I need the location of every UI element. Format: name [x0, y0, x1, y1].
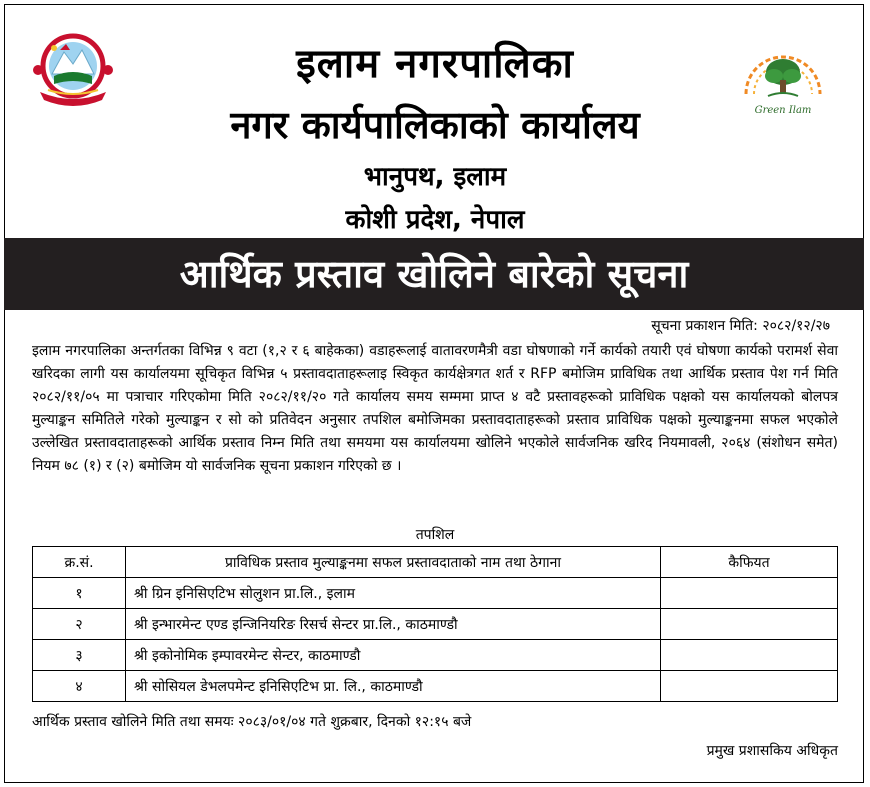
table-row [33, 671, 838, 702]
table-row [33, 609, 838, 640]
table-row [33, 640, 838, 671]
municipality-name: इलाम नगरपालिका [296, 41, 574, 87]
row-remarks [661, 640, 838, 671]
notice-title: आर्थिक प्रस्ताव खोलिने बारेको सूचना [179, 252, 689, 296]
office-address: भानुपथ, इलाम [363, 162, 507, 192]
header-remarks: कैफियत [661, 547, 838, 578]
row-bidder-name: श्री ग्रिन इनिसिएटिभ सोलुशन प्रा.लि., इलाम [126, 578, 661, 609]
row-bidder-name: श्री इकोनोमिक इम्पावरमेन्ट सेन्टर, काठमाण्डौ [126, 640, 661, 671]
table-row [33, 578, 838, 609]
header-bidder: प्राविधिक प्रस्ताव मुल्याङ्कनमा सफल प्रस्तावदाताको नाम तथा ठेगाना [126, 547, 661, 578]
notice-title-banner [4, 238, 864, 310]
row-remarks [661, 671, 838, 702]
table-caption: तपशिल [415, 527, 455, 543]
row-remarks [661, 578, 838, 609]
opening-date-time: आर्थिक प्रस्ताव खोलिने मिति तथा समयः २०८३/०१/०४ गते शुक्रबार, दिनको १२:१५ बजे [32, 714, 472, 730]
office-name: नगर कार्यपालिकाको कार्यालय [230, 103, 640, 147]
row-serial: ४ [33, 671, 126, 702]
row-remarks [661, 609, 838, 640]
green-ilam-logo-text: Green Ilam [754, 105, 812, 116]
notice-body: इलाम नगरपालिका अन्तर्गतका विभिन्न ९ वटा (१,२ र ६ बाहेकका) वडाहरूलाई वातावरणमैत्री वडा घोषणाको गर्ने कार्यको तयारी एवं घोषणा कार्यको परामर्श सेवा खरिदका लागी यस कार्यालयमा सूचिकृत विभिन्न ५ प्रस्तावदाताहरूलाइ स्विकृत कार्यक्षेत्रगत शर्त र RFP बमोजिम प्राविधिक तथा आर्थिक प्रस्ताव पेश गर्न मिति २०८२/११/०५ मा पत्राचार गरिएकोमा मिति २०८२/११/२० गते कार्यालय समय सम्ममा प्राप्त ४ वटै प्रस्तावहरूको प्राविधिक पक्षको यस कार्यालयको बोलपत्र मुल्याङ्कन समितिले गरेको मुल्याङ्कन र सो को प्रतिवेदन अनुसार तपशिल बमोजिमका प्रस्तावदाताहरूको प्रस्ताव प्राविधिक पक्षको मुल्याङ्कनमा सफल भएकोले उल्लेखित प्रस्तावदाताहरूको आर्थिक प्रस्ताव निम्न मिति तथा समयमा यस कार्यालयमा खोलिने भएकोले सार्वजनिक खरिद नियमावली, २०६४ (संशोधन समेत) नियम ७८ (१) र (२) बमोजिम यो सार्वजनिक सूचना प्रकाशन गरिएको छ । [32, 343, 838, 474]
row-serial: २ [33, 609, 126, 640]
bidder-table [32, 546, 838, 702]
header-serial: क्र.सं. [33, 547, 126, 578]
row-bidder-name: श्री सोसियल डेभलपमेन्ट इनिसिएटिभ प्रा. लि., काठमाण्डौ [126, 671, 661, 702]
row-serial: १ [33, 578, 126, 609]
province-country: कोशी प्रदेश, नेपाल [345, 205, 525, 235]
row-bidder-name: श्री इन्भारमेन्ट एण्ड इन्जिनियरिङ रिसर्च सेन्टर प्रा.लि., काठमाण्डौ [126, 609, 661, 640]
signatory-title: प्रमुख प्रशासकिय अधिकृत [706, 743, 838, 759]
published-date: सूचना प्रकाशन मिति: २०८२/१२/२७ [651, 318, 830, 334]
table-header-row [33, 547, 838, 578]
row-serial: ३ [33, 640, 126, 671]
